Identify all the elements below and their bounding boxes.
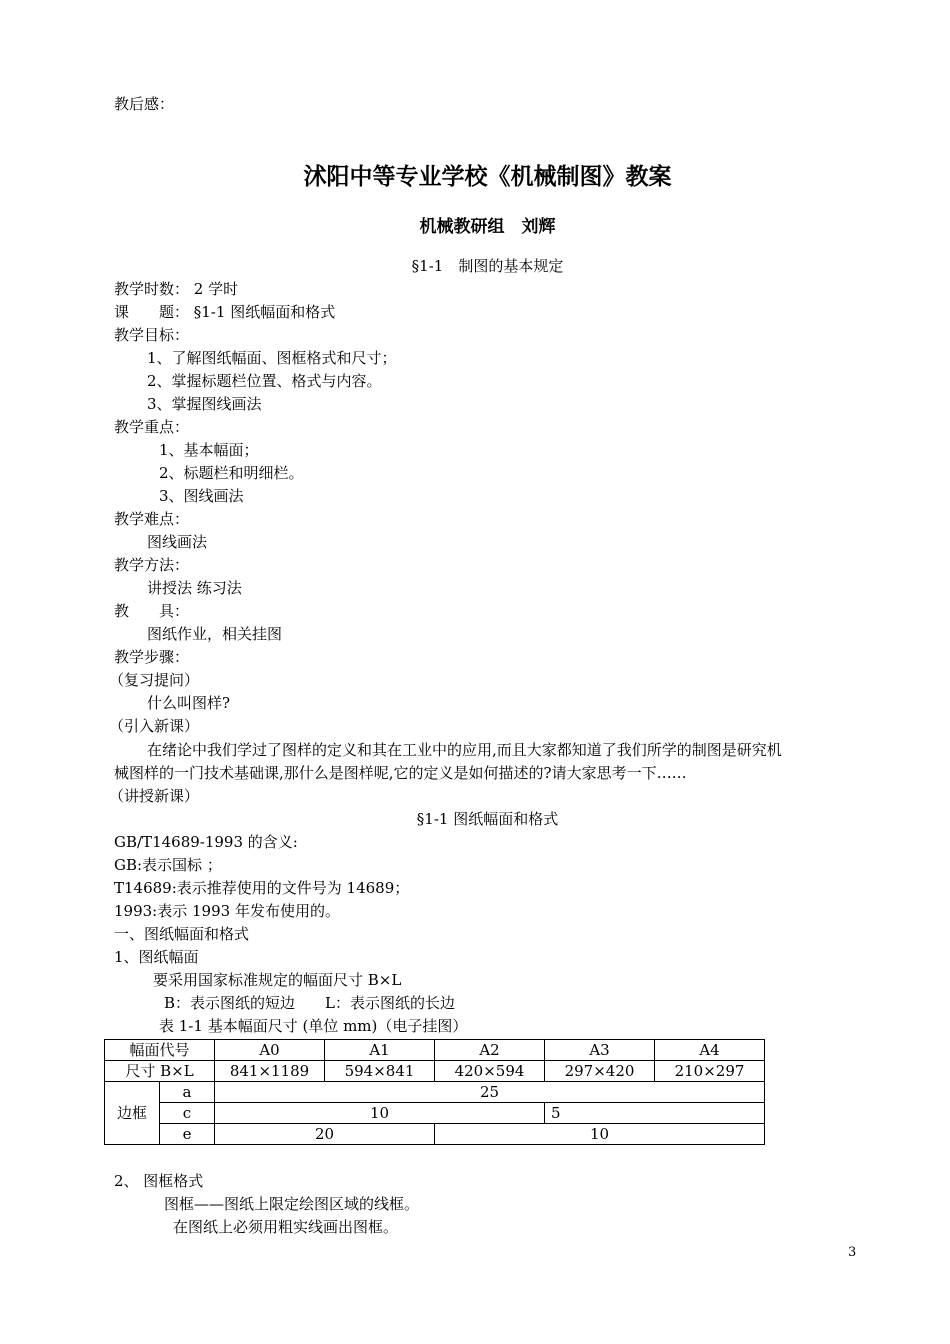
table-header-cell: A2 — [435, 1040, 545, 1061]
gb-line: T14689:表示推荐使用的文件号为 14689； — [114, 879, 410, 897]
key-point-item: 1、基本幅面； — [159, 441, 259, 459]
table-header-cell: 幅面代号 — [105, 1040, 215, 1061]
goal-item: 3、掌握图线画法 — [147, 395, 262, 413]
table-cell: 594×841 — [325, 1061, 435, 1082]
method-item: 讲授法 练习法 — [147, 579, 242, 597]
page-number: 3 — [848, 1245, 857, 1260]
gb-line: GB/T14689-1993 的含义: — [114, 833, 298, 851]
table-row — [105, 1103, 765, 1124]
tools-label: 教 具： — [114, 602, 190, 620]
item-heading: 1、图纸幅面 — [114, 948, 199, 966]
table-caption: 表 1-1 基本幅面尺寸 (单位 mm)（电子挂图） — [159, 1017, 468, 1035]
table-header-row — [105, 1040, 765, 1061]
item-heading: 2、 图框格式 — [114, 1172, 204, 1190]
table-header-cell: A4 — [655, 1040, 765, 1061]
item-text: 要采用国家标准规定的幅面尺寸 B×L — [153, 971, 402, 989]
review-label: （复习提问） — [109, 671, 200, 689]
difficulty-item: 图线画法 — [147, 533, 208, 551]
section-heading: §1-1 制图的基本规定 — [411, 257, 564, 275]
table-cell: 25 — [215, 1082, 765, 1103]
sub-heading: §1-1 图纸幅面和格式 — [416, 810, 559, 828]
table-cell: 尺寸 B×L — [105, 1061, 215, 1082]
item-text: B：表示图纸的短边 L：表示图纸的长边 — [164, 994, 455, 1012]
table-header-cell: A3 — [545, 1040, 655, 1061]
table-cell: 841×1189 — [215, 1061, 325, 1082]
topic-line: 课 题： §1-1 图纸幅面和格式 — [114, 303, 336, 321]
reflection-label: 教后感： — [114, 95, 175, 113]
key-point-item: 3、图线画法 — [159, 487, 244, 505]
hours-line: 教学时数： 2 学时 — [114, 280, 239, 298]
table-cell: a — [160, 1082, 215, 1103]
goal-item: 2、掌握标题栏位置、格式与内容。 — [147, 372, 382, 390]
table-cell: 10 — [435, 1124, 765, 1145]
method-label: 教学方法： — [114, 556, 190, 574]
table-cell: 5 — [545, 1103, 765, 1124]
table-row — [105, 1124, 765, 1145]
table-cell: e — [160, 1124, 215, 1145]
table-cell: c — [160, 1103, 215, 1124]
intro-paragraph-line: 在绪论中我们学过了图样的定义和其在工业中的应用,而且大家都知道了我们所学的制图是研究机 — [147, 741, 782, 759]
tools-item: 图纸作业，相关挂图 — [147, 625, 283, 643]
review-question: 什么叫图样? — [147, 694, 231, 712]
table-header-cell: A1 — [325, 1040, 435, 1061]
key-points-label: 教学重点： — [114, 418, 190, 436]
gb-line: GB:表示国标 ； — [114, 856, 222, 874]
table-row — [105, 1082, 765, 1103]
part-heading: 一、图纸幅面和格式 — [114, 925, 250, 943]
steps-label: 教学步骤： — [114, 648, 190, 666]
table-header-cell: A0 — [215, 1040, 325, 1061]
goal-item: 1、了解图纸幅面、图框格式和尺寸； — [147, 349, 397, 367]
table-row — [105, 1061, 765, 1082]
intro-paragraph-line: 械图样的一门技术基础课,那什么是图样呢,它的定义是如何描述的?请大家思考一下…… — [114, 764, 687, 782]
key-point-item: 2、标题栏和明细栏。 — [159, 464, 304, 482]
table-cell: 297×420 — [545, 1061, 655, 1082]
paper-size-table — [104, 1039, 765, 1145]
teach-label: （讲授新课） — [109, 787, 200, 805]
intro-label: （引入新课） — [109, 717, 200, 735]
gb-line: 1993:表示 1993 年发布使用的。 — [114, 902, 340, 920]
border-label-cell: 边框 — [105, 1082, 160, 1145]
item-text: 在图纸上必须用粗实线画出图框。 — [173, 1218, 399, 1236]
table-cell: 10 — [215, 1103, 545, 1124]
goals-label: 教学目标： — [114, 326, 190, 344]
author-line: 机械教研组 刘辉 — [419, 217, 556, 237]
difficulty-label: 教学难点： — [114, 510, 190, 528]
item-text: 图框——图纸上限定绘图区域的线框。 — [164, 1195, 420, 1213]
table-cell: 210×297 — [655, 1061, 765, 1082]
table-cell: 20 — [215, 1124, 435, 1145]
document-title: 沭阳中等专业学校《机械制图》教案 — [303, 164, 672, 190]
table-cell: 420×594 — [435, 1061, 545, 1082]
